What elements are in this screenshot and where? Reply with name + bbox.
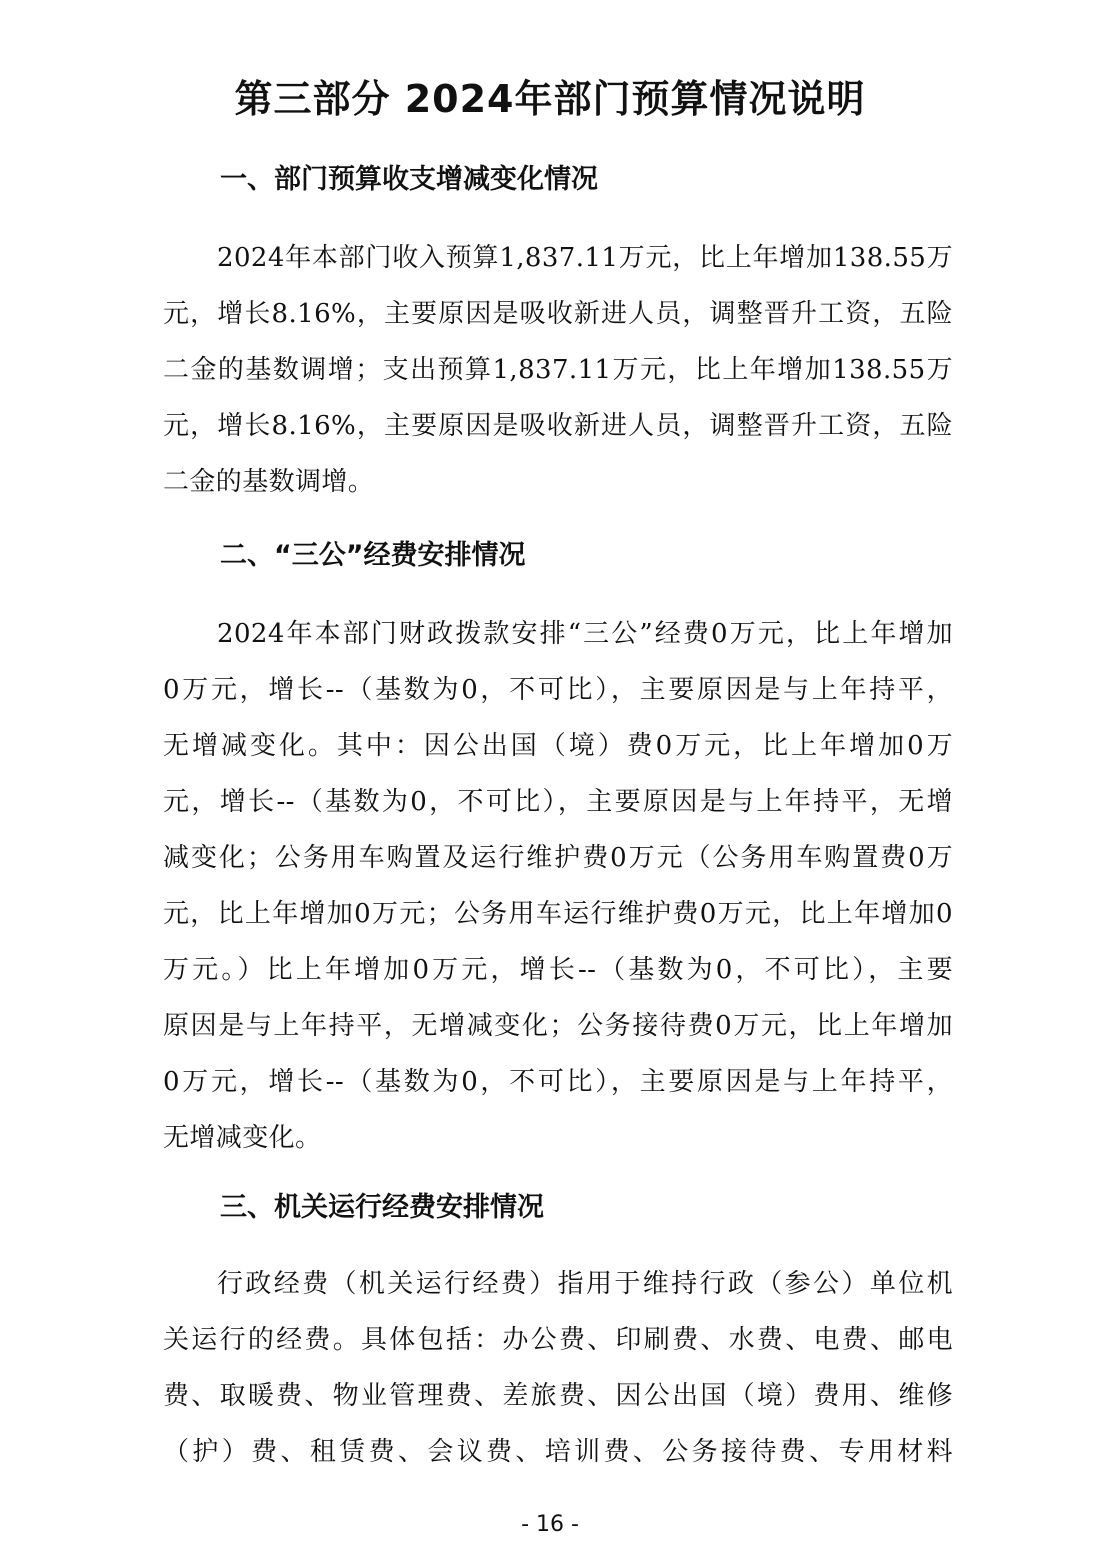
page-number: - 16 - — [521, 1512, 579, 1537]
paragraph-line: 0万元，增长--（基数为0，不可比），主要原因是与上年持平， — [163, 1067, 953, 1097]
paragraph-line: 元，增长--（基数为0，不可比），主要原因是与上年持平，无增 — [163, 787, 953, 817]
section-3-paragraph — [163, 1256, 953, 1480]
paragraph-line: 无增减变化。其中：因公出国（境）费0万元，比上年增加0万 — [163, 731, 953, 761]
paragraph-line: 2024年本部门财政拨款安排“三公”经费0万元，比上年增加 — [217, 619, 953, 649]
section-2-paragraph — [163, 606, 953, 1166]
paragraph-line: 元，比上年增加0万元；公务用车运行维护费0万元，比上年增加0 — [163, 899, 953, 929]
paragraph-line: 减变化；公务用车购置及运行维护费0万元（公务用车购置费0万 — [163, 843, 953, 873]
paragraph-line: 元，增长8.16%，主要原因是吸收新进人员，调整晋升工资，五险 — [163, 411, 953, 441]
paragraph-line: 二金的基数调增；支出预算1,837.11万元，比上年增加138.55万 — [163, 355, 953, 385]
paragraph-line: 二金的基数调增。 — [163, 467, 375, 497]
paragraph-line: 0万元，增长--（基数为0，不可比），主要原因是与上年持平， — [163, 675, 953, 705]
section-2-heading: 二、“三公”经费安排情况 — [220, 540, 526, 571]
section-1-heading: 一、部门预算收支增减变化情况 — [220, 164, 598, 195]
paragraph-line: 关运行的经费。具体包括：办公费、印刷费、水费、电费、邮电 — [163, 1325, 953, 1355]
paragraph-line: 元，增长8.16%，主要原因是吸收新进人员，调整晋升工资，五险 — [163, 299, 953, 329]
section-1-paragraph — [163, 230, 953, 510]
paragraph-line: 万元。）比上年增加0万元，增长--（基数为0，不可比），主要 — [163, 955, 953, 985]
paragraph-line: （护）费、租赁费、会议费、培训费、公务接待费、专用材料 — [163, 1437, 953, 1467]
section-3-heading: 三、机关运行经费安排情况 — [220, 1192, 544, 1223]
paragraph-line: 费、取暖费、物业管理费、差旅费、因公出国（境）费用、维修 — [163, 1381, 953, 1411]
paragraph-line: 行政经费（机关运行经费）指用于维持行政（参公）单位机 — [217, 1269, 953, 1299]
paragraph-line: 原因是与上年持平，无增减变化；公务接待费0万元，比上年增加 — [163, 1011, 953, 1041]
paragraph-line: 2024年本部门收入预算1,837.11万元，比上年增加138.55万 — [217, 243, 953, 273]
paragraph-line: 无增减变化。 — [163, 1123, 322, 1153]
page-title: 第三部分 2024年部门预算情况说明 — [234, 77, 866, 121]
